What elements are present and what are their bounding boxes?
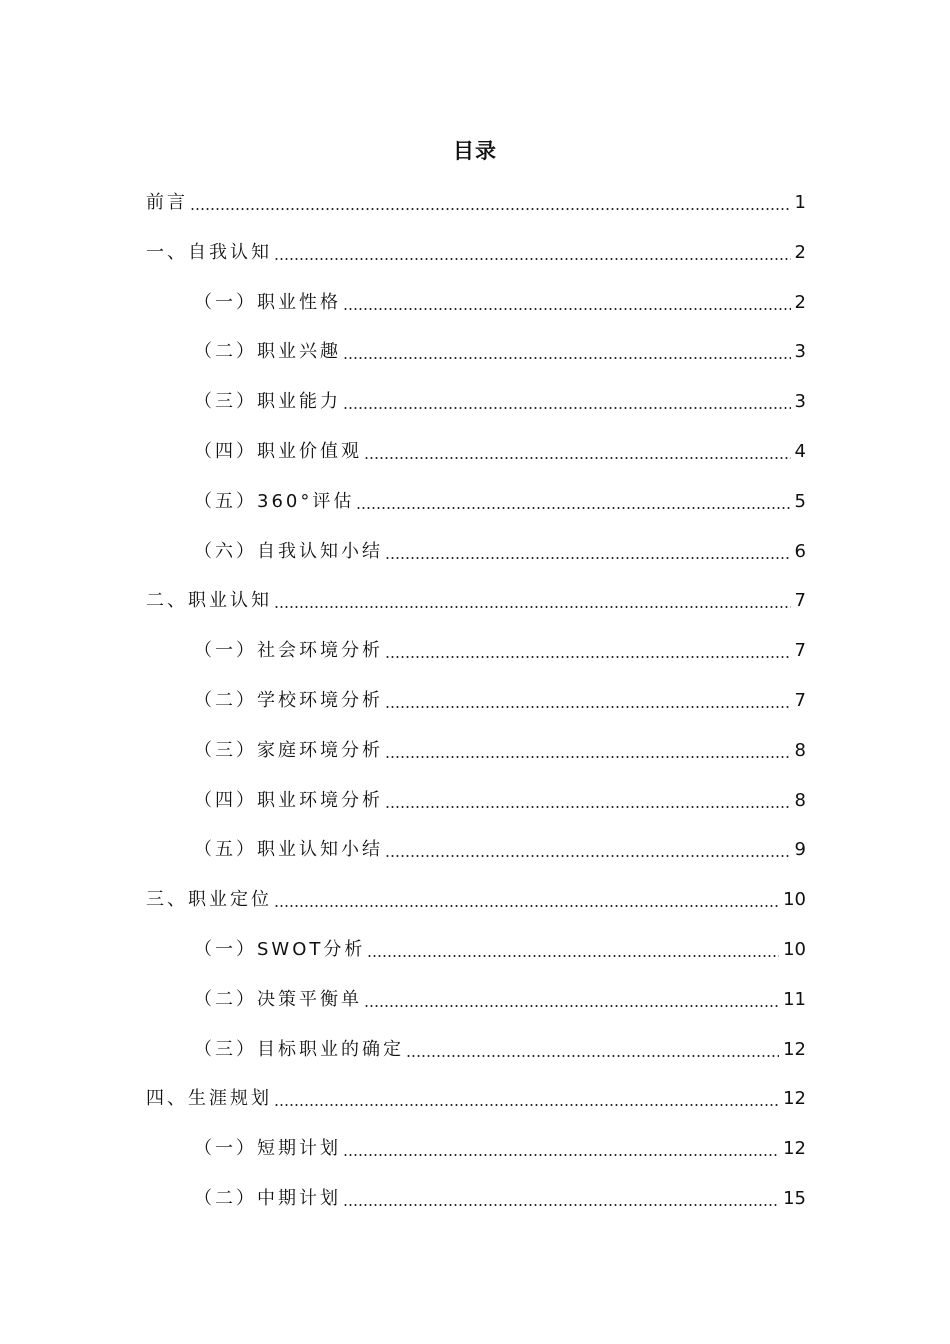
toc-entry-page: 11 [783,988,806,1010]
toc-entry-label: （四）职业价值观 [194,441,362,462]
dot-leader [385,855,791,857]
toc-entry-page: 2 [794,291,806,313]
dot-leader [274,606,791,608]
toc-entry-page: 8 [794,739,806,761]
toc-entry-page: 1 [794,192,806,213]
toc-entry[interactable] [194,1132,806,1162]
toc-entry-label: （二）职业兴趣 [194,341,341,363]
toc-entry[interactable] [194,784,806,814]
toc-entry-label: （二）中期计划 [194,1188,341,1209]
dot-leader [343,1154,779,1156]
toc-entry[interactable] [194,1033,806,1063]
toc-entry[interactable] [194,485,806,515]
toc-entry-label: （五）职业认知小结 [194,839,383,861]
dot-leader [385,706,791,708]
dot-leader [343,1204,779,1206]
toc-entry-page: 3 [794,341,806,363]
toc-entry-label: （三）目标职业的确定 [194,1038,404,1060]
toc-entry-page: 7 [794,590,806,612]
toc-entry-label: 四、生涯规划 [146,1088,272,1110]
toc-entry[interactable] [194,286,806,316]
toc-title: 目录 [453,139,497,163]
dot-leader [385,756,791,758]
dot-leader [385,557,791,559]
dot-leader [364,1005,779,1007]
dot-leader [274,905,779,907]
toc-entry-page: 7 [794,640,806,662]
toc-entry-page: 4 [794,441,806,462]
toc-entry-label: （二）学校环境分析 [194,690,383,711]
toc-entry-page: 5 [794,490,806,512]
dot-leader [343,407,791,409]
toc-entry-label: （二）决策平衡单 [194,988,362,1010]
toc-entry[interactable] [146,1082,806,1112]
toc-entry-page: 15 [783,1188,806,1209]
toc-entry-label: （四）职业环境分析 [194,789,383,811]
toc-entry-page: 12 [783,1138,806,1160]
toc-entry-label: 前言 [146,192,188,213]
toc-entry[interactable] [146,236,806,266]
dot-leader [343,357,791,359]
toc-entry-label: （六）自我认知小结 [194,540,383,562]
toc-entry-page: 2 [794,241,806,263]
toc-entry[interactable] [194,385,806,415]
toc-entry-label: （三）职业能力 [194,391,341,413]
toc-entry-label: （一）社会环境分析 [194,640,383,662]
toc-entry-label: （一）短期计划 [194,1138,341,1160]
toc-entry-page: 12 [783,1088,806,1110]
toc-entry-page: 7 [794,690,806,711]
toc-entry[interactable] [194,734,806,764]
toc-entry[interactable] [194,684,806,714]
dot-leader [190,208,791,210]
dot-leader [385,806,791,808]
dot-leader [367,955,779,957]
toc-entry[interactable] [146,186,806,216]
toc-entry[interactable] [194,335,806,365]
toc-entry[interactable] [146,584,806,614]
dot-leader [343,308,791,310]
toc-entry-page: 9 [794,839,806,861]
dot-leader [356,507,790,509]
dot-leader [385,656,791,658]
toc-entry-label: （三）家庭环境分析 [194,739,383,761]
toc-entry-page: 12 [783,1038,806,1060]
toc-entry-label: 一、自我认知 [146,241,272,263]
toc-entry-label: （五）360°评估 [194,490,355,512]
toc-entry-label: （一）职业性格 [194,291,341,313]
toc-entry[interactable] [194,983,806,1013]
dot-leader [274,1104,779,1106]
toc-entry[interactable] [194,535,806,565]
toc-entry-page: 10 [783,939,806,960]
dot-leader [364,457,791,459]
toc-entry-page: 6 [794,540,806,562]
toc-entry-page: 3 [794,391,806,413]
toc-entry[interactable] [194,1182,806,1212]
toc-entry[interactable] [194,833,806,863]
toc-entry-label: 三、职业定位 [146,889,272,911]
dot-leader [274,258,791,260]
toc-entry[interactable] [194,634,806,664]
dot-leader [406,1055,779,1057]
toc-entry-label: 二、职业认知 [146,590,272,612]
toc-entry[interactable] [146,883,806,913]
toc-entry-page: 10 [783,889,806,911]
toc-entry-page: 8 [794,789,806,811]
toc-entry[interactable] [194,435,806,465]
toc-entry[interactable] [194,933,806,963]
toc-entry-label: （一）SWOT分析 [194,939,366,960]
